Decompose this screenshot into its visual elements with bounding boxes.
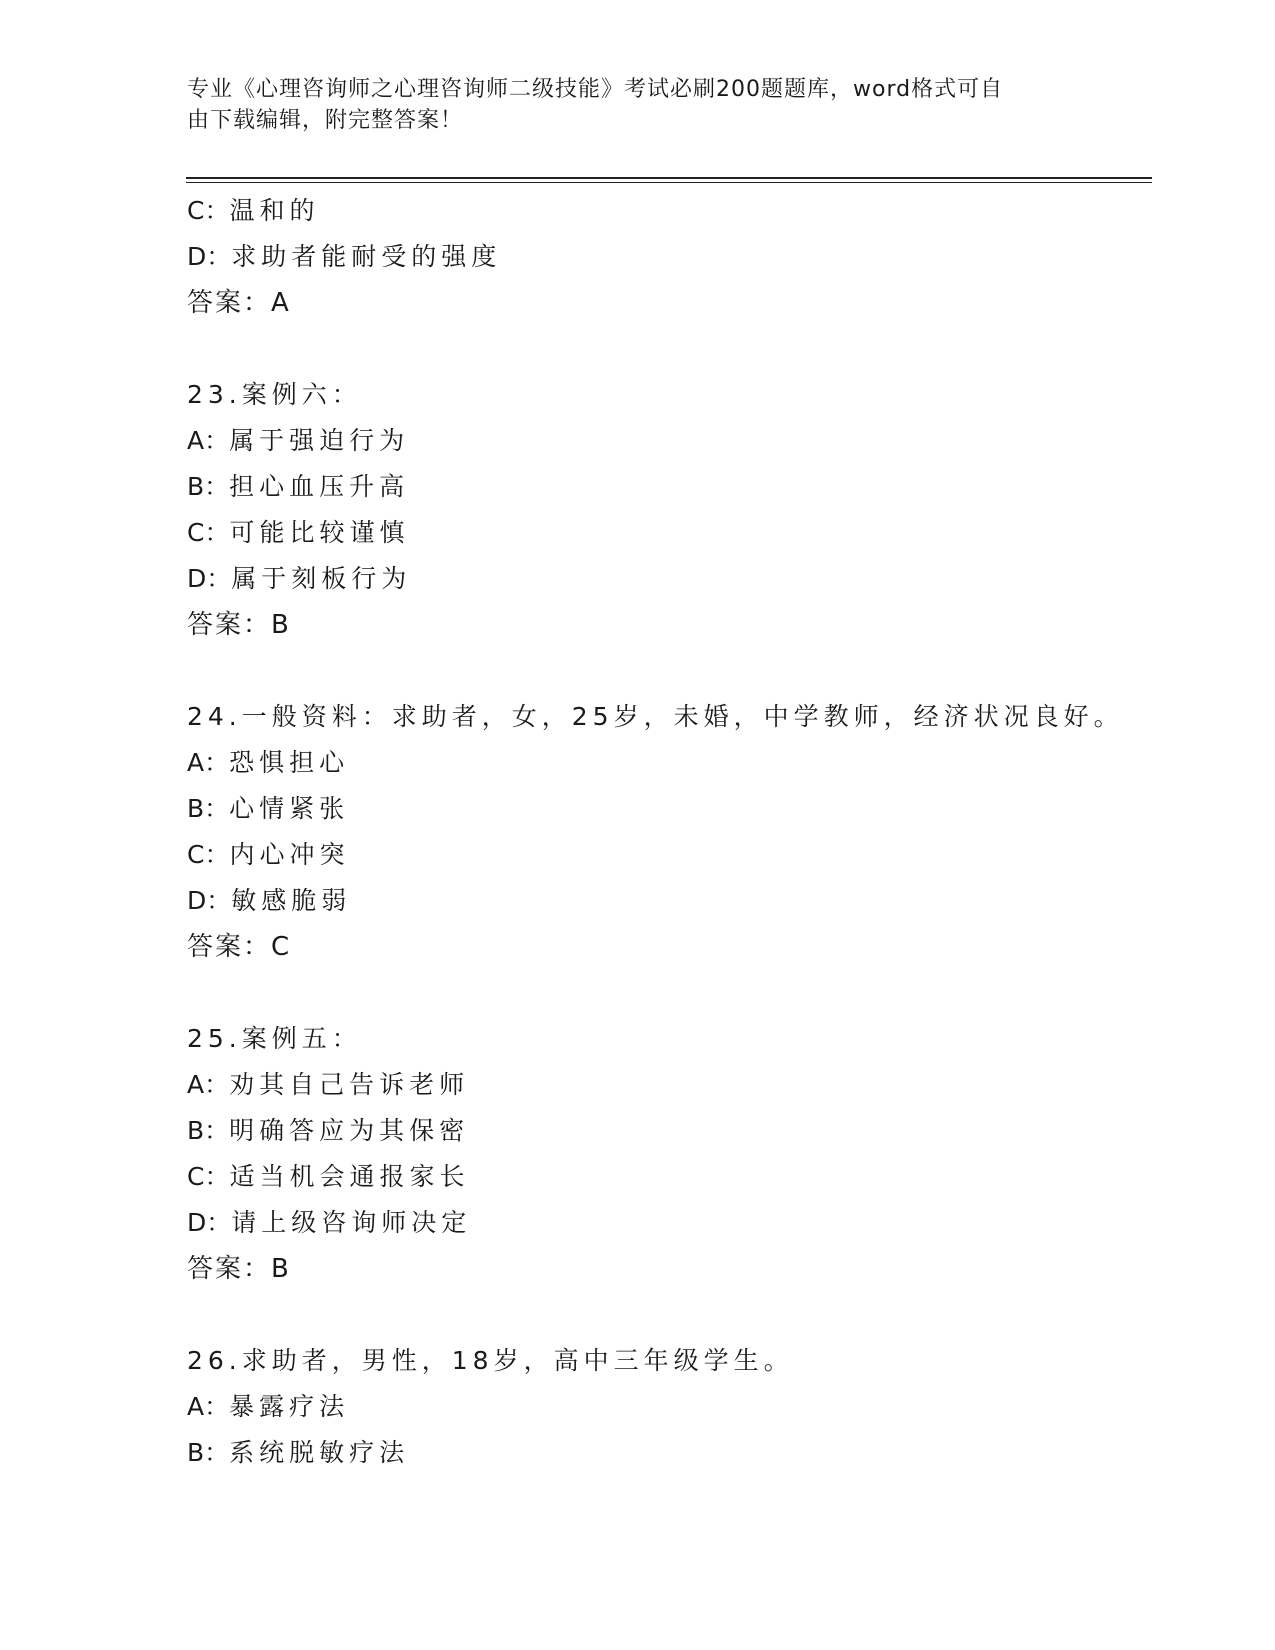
answer-line: 答案：B xyxy=(187,610,291,640)
option-b: B：心情紧张 xyxy=(187,794,350,823)
option-d: D：请上级咨询师决定 xyxy=(187,1208,472,1237)
option-c: C：可能比较谨慎 xyxy=(187,518,410,547)
question-stem: 23.案例六： xyxy=(187,380,362,409)
question-stem: 25.案例五： xyxy=(187,1024,362,1053)
question-stem: 26.求助者，男性，18岁，高中三年级学生。 xyxy=(187,1346,794,1375)
spacer xyxy=(187,1292,1187,1338)
option-b: B：担心血压升高 xyxy=(187,472,410,501)
option-a: A：暴露疗法 xyxy=(187,1392,350,1421)
spacer xyxy=(187,970,1187,1016)
question-stem: 24.一般资料：求助者，女，25岁，未婚，中学教师，经济状况良好。 xyxy=(187,702,1124,731)
option-a: A：恐惧担心 xyxy=(187,748,350,777)
option-c: C：温和的 xyxy=(187,196,320,225)
option-b: B：明确答应为其保密 xyxy=(187,1116,470,1145)
option-d: D：属于刻板行为 xyxy=(187,564,412,593)
header-line-1: 专业《心理咨询师之心理咨询师二级技能》考试必刷200题题库，word格式可自 xyxy=(187,77,1004,102)
answer-line: 答案：C xyxy=(187,932,292,962)
option-a: A：属于强迫行为 xyxy=(187,426,410,455)
answer-line: 答案：B xyxy=(187,1254,291,1284)
option-b: B：系统脱敏疗法 xyxy=(187,1438,410,1467)
spacer xyxy=(187,648,1187,694)
option-c: C：适当机会通报家长 xyxy=(187,1162,470,1191)
answer-line: 答案：A xyxy=(187,288,291,318)
spacer xyxy=(187,326,1187,372)
header-divider-thin xyxy=(186,182,1152,183)
header-divider-thick xyxy=(186,177,1152,179)
option-c: C：内心冲突 xyxy=(187,840,350,869)
header-line-2: 由下载编辑，附完整答案！ xyxy=(187,108,464,133)
document-header xyxy=(187,74,1067,136)
option-a: A：劝其自己告诉老师 xyxy=(187,1070,470,1099)
question-list xyxy=(187,188,1187,1476)
option-d: D：敏感脆弱 xyxy=(187,886,352,915)
option-d: D：求助者能耐受的强度 xyxy=(187,242,502,271)
